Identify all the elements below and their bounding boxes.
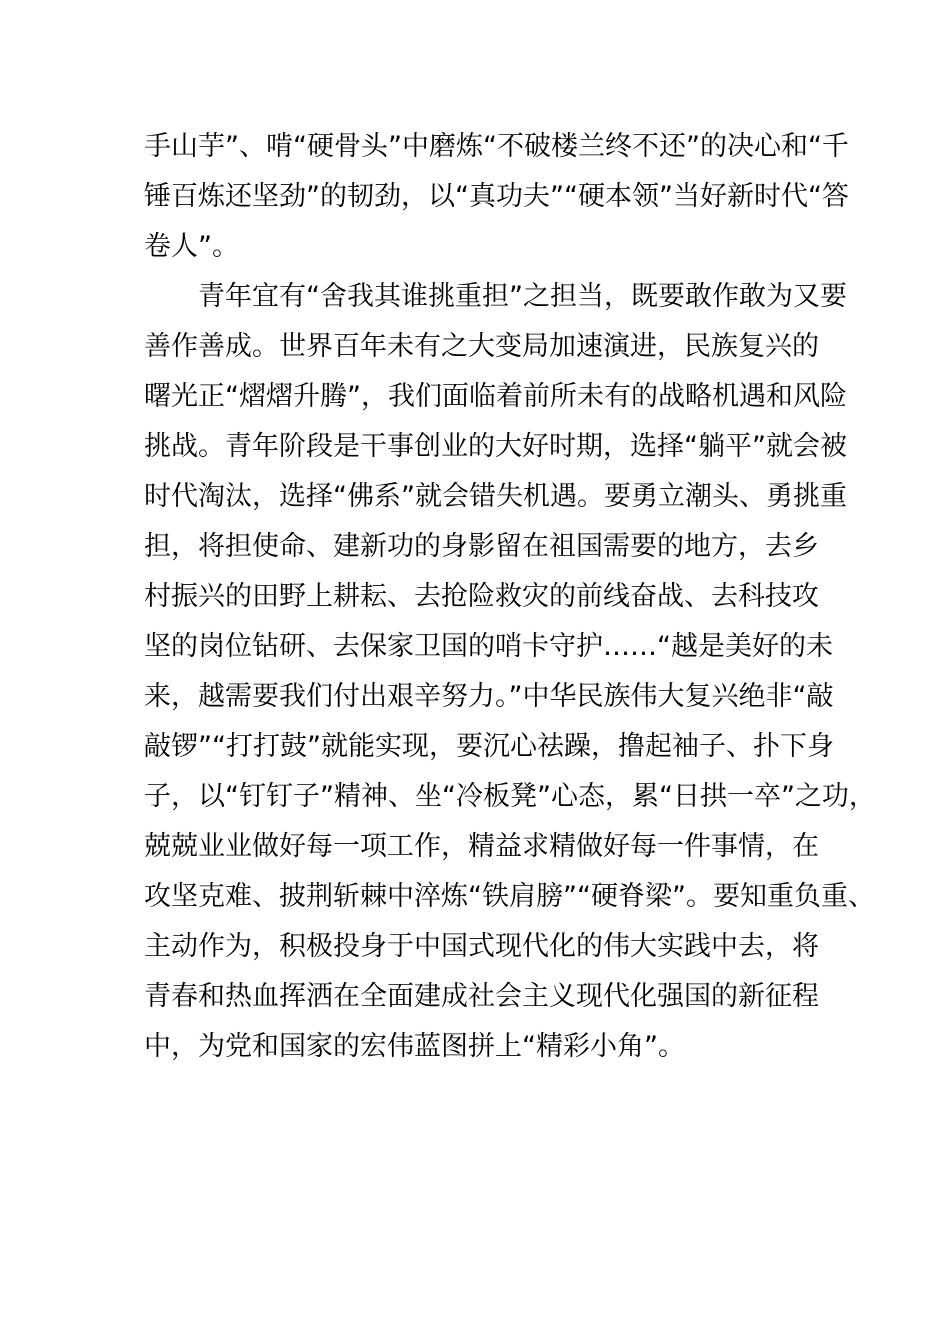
body-text — [144, 122, 876, 1072]
text-line-4: 青年宜有“舍我其谁挑重担”之担当，既要敢作敢为又要 — [144, 281, 847, 312]
text-line-8: 时代淘汰，选择“佛系”就会错失机遇。要勇立潮头、勇挑重 — [144, 481, 847, 512]
text-line-5: 善作善成。世界百年未有之大变局加速演进，民族复兴的 — [144, 331, 819, 362]
text-line-18: 青春和热血挥洒在全面建成社会主义现代化强国的新征程 — [144, 981, 819, 1012]
text-line-12: 来，越需要我们付出艰辛努力。”中华民族伟大复兴绝非“敲 — [144, 681, 834, 712]
text-line-16: 攻坚克难、披荆斩棘中淬炼“铁肩膀”“硬脊梁”。要知重负重、 — [144, 881, 875, 912]
text-line-13: 敲锣”“打打鼓”就能实现，要沉心祛躁，撸起袖子、扑下身 — [144, 731, 834, 762]
text-line-9: 担，将担使命、建新功的身影留在祖国需要的地方，去乡 — [144, 531, 819, 562]
text-line-14: 子，以“钉钉子”精神、坐“冷板凳”心态，累“日拱一卒”之功， — [144, 781, 876, 812]
text-line-6: 曙光正“熠熠升腾”，我们面临着前所未有的战略机遇和风险 — [144, 381, 847, 412]
text-line-15: 兢兢业业做好每一项工作，精益求精做好每一件事情，在 — [144, 831, 819, 862]
text-line-10: 村振兴的田野上耕耘、去抢险救灾的前线奋战、去科技攻 — [144, 581, 819, 612]
text-line-1: 手山芋”、啃“硬骨头”中磨炼“不破楼兰终不还”的决心和“千 — [144, 131, 849, 162]
text-line-7: 挑战。青年阶段是干事创业的大好时期，选择“躺平”就会被 — [144, 431, 847, 462]
text-line-2: 锤百炼还坚劲”的韧劲，以“真功夫”“硬本领”当好新时代“答 — [144, 181, 849, 212]
text-line-11: 坚的岗位钻研、去保家卫国的哨卡守护……“越是美好的未 — [144, 631, 833, 662]
text-line-3: 卷人”。 — [144, 231, 239, 262]
text-line-19: 中，为党和国家的宏伟蓝图拼上“精彩小角”。 — [144, 1031, 685, 1062]
text-line-17: 主动作为，积极投身于中国式现代化的伟大实践中去，将 — [144, 931, 819, 962]
